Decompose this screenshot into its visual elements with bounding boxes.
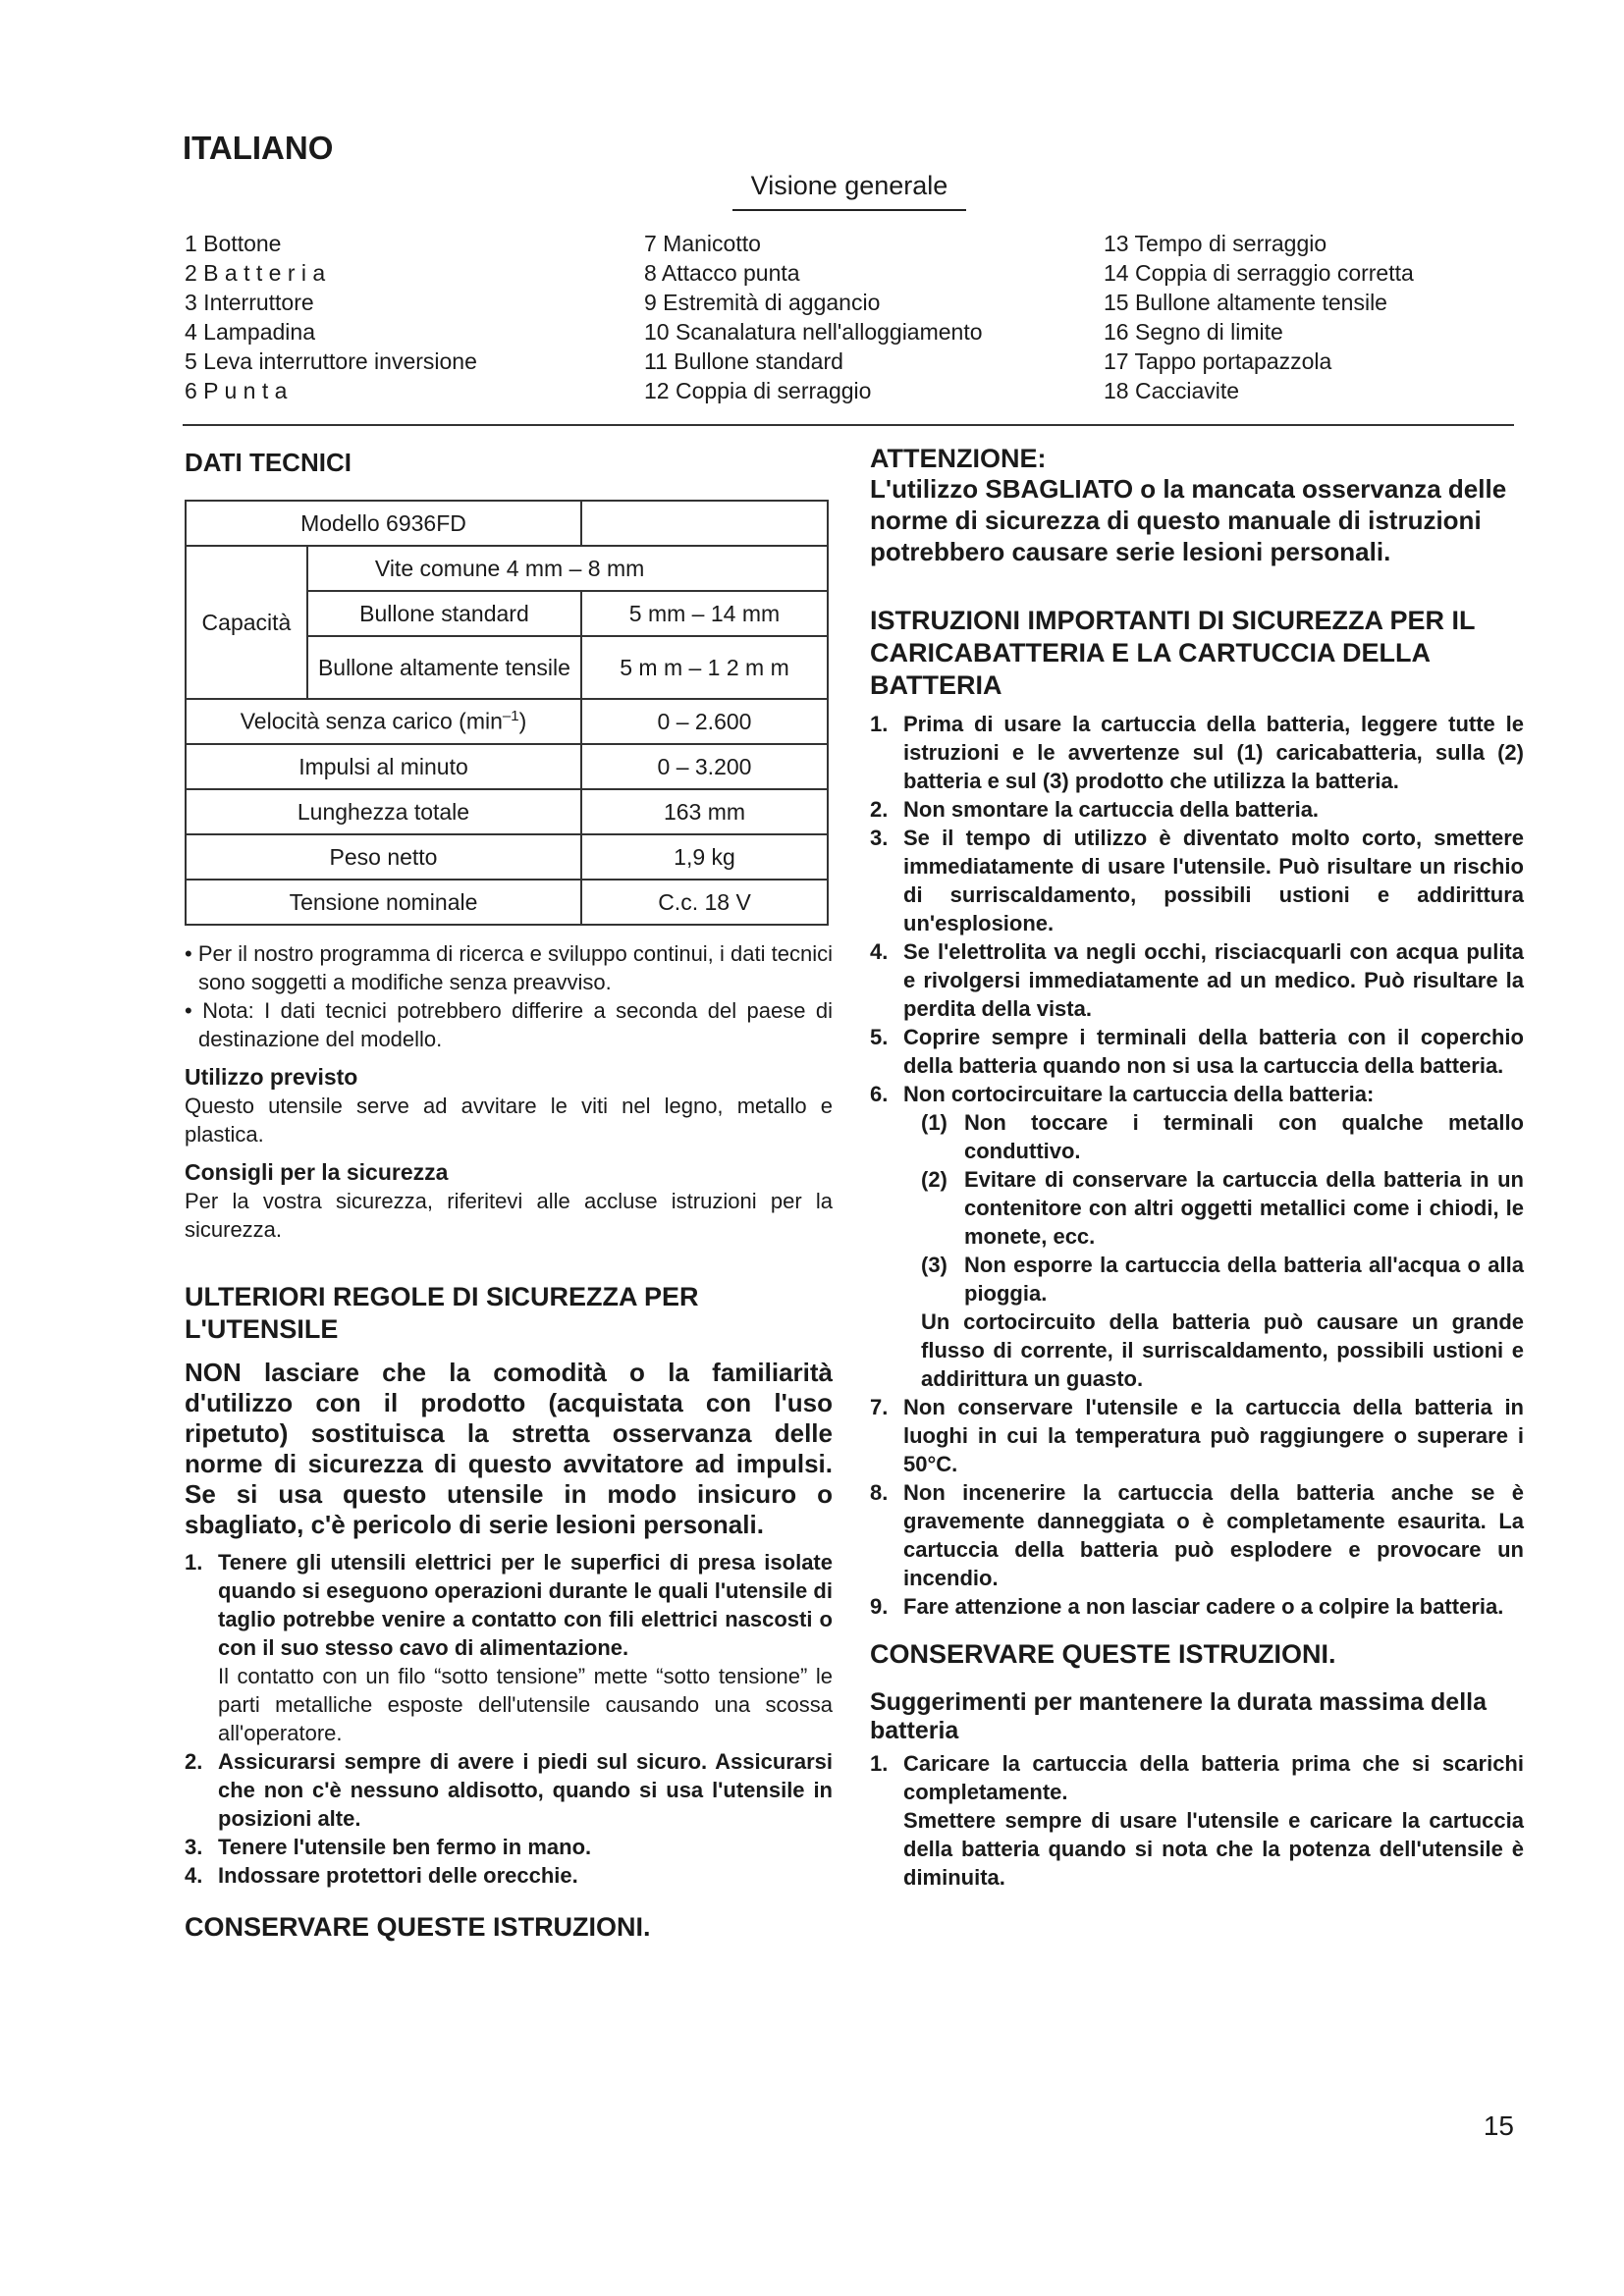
list-item: 4 Lampadina [185,319,315,345]
left-column [185,447,833,1944]
short-circuit-note: Un cortocircuito della batteria può causare un grande flusso di corrente, il surriscaldamento, possibili ustioni e addirittura un guasto. [921,1309,1524,1391]
language-heading: ITALIANO [183,130,334,166]
list-item: 1 Bottone [185,231,282,256]
list-item: 18 Cacciavite [1104,378,1240,403]
list-item: 13 Tempo di serraggio [1104,231,1327,256]
list-item: 8 Attacco punta [644,260,800,286]
list-item: 2 B a t t e r i a [185,260,326,286]
battery-tips-list [870,1749,1524,1892]
list-item: 17 Tappo portapazzola [1104,348,1332,374]
list-item: 11 Bullone standard [644,348,843,374]
list-item: 2. Assicurarsi sempre di avere i piedi sul sicuro. Assicurarsi che non c'è nessuno aldisotto, quando si usa l'utensile in posizioni alte. [185,1749,833,1831]
page-number: 15 [1483,2110,1514,2141]
spec-note-1: • Per il nostro programma di ricerca e sviluppo continui, i dati tecnici sono soggetti a modifiche senza preavviso. [185,941,833,994]
list-item: 1. Prima di usare la cartuccia della batteria, leggere tutte le istruzioni e le avvertenze sul (1) caricabatteria, sulla (2) batteria e sul (3) prodotto che utilizza la batteria. [870,712,1524,793]
safety-tips-heading: Consigli per la sicurezza [185,1159,449,1185]
list-item: 7. Non conservare l'utensile e la cartuccia della batteria in luoghi in cui la temperatura può raggiungere o superare i 50°C. [870,1395,1524,1476]
lunghezza-label: Lunghezza totale [186,789,581,834]
list-item: 8. Non incenerire la cartuccia della batteria anche se è gravemente danneggiata o è completamente esaurita. La cartuccia della batteria può esplodere e provocare un incendio. [870,1480,1524,1590]
list-item: (2) Evitare di conservare la cartuccia della batteria in un contenitore con altri oggetti metallici come i chiodi, le monete, ecc. [921,1167,1524,1249]
additional-rules-intro: NON lasciare che la comodità o la familiarità d'utilizzo con il prodotto (acquistata con l'uso ripetuto) sostituisca la stretta osservanza delle norme di sicurezza di questo avvitatore ad impulsi. Se si usa questo utensile in modo insicuro o sbagliato, c'è pericolo di serie lesioni personali. [185,1358,833,1539]
intended-use-heading: Utilizzo previsto [185,1064,358,1090]
capacity-label: Capacità [186,546,307,699]
save-instructions-left: CONSERVARE QUESTE ISTRUZIONI. [185,1912,651,1942]
list-item: 9 Estremità di aggancio [644,290,881,315]
intended-use-text: Questo utensile serve ad avvitare le viti nel legno, metallo e plastica. [185,1094,833,1147]
list-item: 5 Leva interruttore inversione [185,348,477,374]
overview-col-1 [185,229,607,405]
list-item: 3 Interruttore [185,290,314,315]
list-item: 5. Coprire sempre i terminali della batteria con il coperchio della batteria quando non si usa la cartuccia della batteria. [870,1025,1524,1078]
right-column [870,444,1524,1892]
peso-value: 1,9 kg [581,834,828,880]
bullone-standard-value: 5 mm – 14 mm [581,591,828,636]
vite-comune-row: Vite comune 4 mm – 8 mm [307,546,828,591]
section-divider [183,424,1514,426]
tensione-value: C.c. 18 V [581,880,828,925]
bullone-alt-value: 5 m m – 1 2 m m [581,636,828,699]
battery-rules-heading: ISTRUZIONI IMPORTANTI DI SICUREZZA PER IL CARICABATTERIA E LA CARTUCCIA DELLA BATTERIA [870,606,1476,700]
safety-tips-text: Per la vostra sicurezza, riferitevi alle accluse istruzioni per la sicurezza. [185,1189,833,1242]
short-circuit-sublist [870,1108,1524,1393]
list-item: 3. Se il tempo di utilizzo è diventato molto corto, smettere immediatamente di usare l'utensile. Può risultare un rischio di surriscaldamento, possibili ustioni e addirittura un'esplosione. [870,826,1524,935]
additional-rules-heading: ULTERIORI REGOLE DI SICUREZZA PER L'UTENSILE [185,1282,699,1344]
list-item: 14 Coppia di serraggio corretta [1104,260,1414,286]
list-item: 16 Segno di limite [1104,319,1283,345]
impulsi-value: 0 – 3.200 [581,744,828,789]
peso-label: Peso netto [186,834,581,880]
velocita-value: 0 – 2.600 [581,699,828,744]
list-item: (3) Non esporre la cartuccia della batteria all'acqua o alla pioggia. [921,1253,1524,1306]
list-item: 10 Scanalatura nell'alloggiamento [644,319,983,345]
bullone-standard-label: Bullone standard [307,591,581,636]
warning-text: L'utilizzo SBAGLIATO o la mancata osservanza delle norme di sicurezza di questo manuale di istruzioni potrebbero causare serie lesioni personali. [870,474,1507,566]
list-item: 7 Manicotto [644,231,761,256]
overview-col-2 [644,229,1096,405]
list-item: 4. Indossare protettori delle orecchie. [185,1863,578,1888]
overview-col-3 [1104,229,1516,405]
warning-heading: ATTENZIONE: [870,444,1047,473]
spec-note-2: • Nota: I dati tecnici potrebbero differire a seconda del paese di destinazione del modello. [185,998,833,1051]
list-item: 12 Coppia di serraggio [644,378,872,403]
battery-tips-heading: Suggerimenti per mantenere la durata massima della batteria [870,1688,1488,1744]
model-value-empty [581,501,828,546]
battery-rules-list [870,710,1524,1621]
list-item: 6 P u n t a [185,378,288,403]
list-item: (1) Non toccare i terminali con qualche metallo conduttivo. [921,1110,1524,1163]
specs-table [185,500,829,926]
list-item: 15 Bullone altamente tensile [1104,290,1387,315]
additional-rules-list [185,1548,833,1890]
list-item: 9. Fare attenzione a non lasciar cadere o a colpire la batteria. [870,1594,1504,1619]
lunghezza-value: 163 mm [581,789,828,834]
tensione-label: Tensione nominale [186,880,581,925]
impulsi-label: Impulsi al minuto [186,744,581,789]
model-label: Modello 6936FD [186,501,581,546]
list-item: 4. Se l'elettrolita va negli occhi, risciacquarli con acqua pulita e rivolgersi immediatamente ad un medico. Può risultare la perdita della vista. [870,939,1524,1021]
overview-title: Visione generale [732,171,966,211]
bullone-alt-label: Bullone altamente tensile [307,636,581,699]
list-item: 1. Tenere gli utensili elettrici per le superfici di presa isolate quando si eseguono operazioni durante le quali l'utensile di taglio potrebbe venire a contatto con fili elettrici nascosti o con il suo stesso cavo di alimentazione. Il contatto con un filo “sotto tensione” mette “sotto tensione” le parti metalliche esposte dell'utensile causando una scossa all'operatore. [185,1550,833,1745]
velocita-label: Velocità senza carico $(\min^{-1})$ [186,699,581,744]
save-instructions-right: CONSERVARE QUESTE ISTRUZIONI. [870,1639,1336,1669]
list-item: 6. Non cortocircuitare la cartuccia della batteria: [870,1082,1375,1106]
list-item: 1. Caricare la cartuccia della batteria prima che si scarichi completamente. Smettere sempre di usare l'utensile e caricare la cartuccia della batteria quando si nota che la potenza dell'utensile è diminuita. [870,1751,1524,1890]
list-item: 2. Non smontare la cartuccia della batteria. [870,797,1320,822]
specs-heading: DATI TECNICI [185,448,352,477]
list-item: 3. Tenere l'utensile ben fermo in mano. [185,1835,592,1859]
